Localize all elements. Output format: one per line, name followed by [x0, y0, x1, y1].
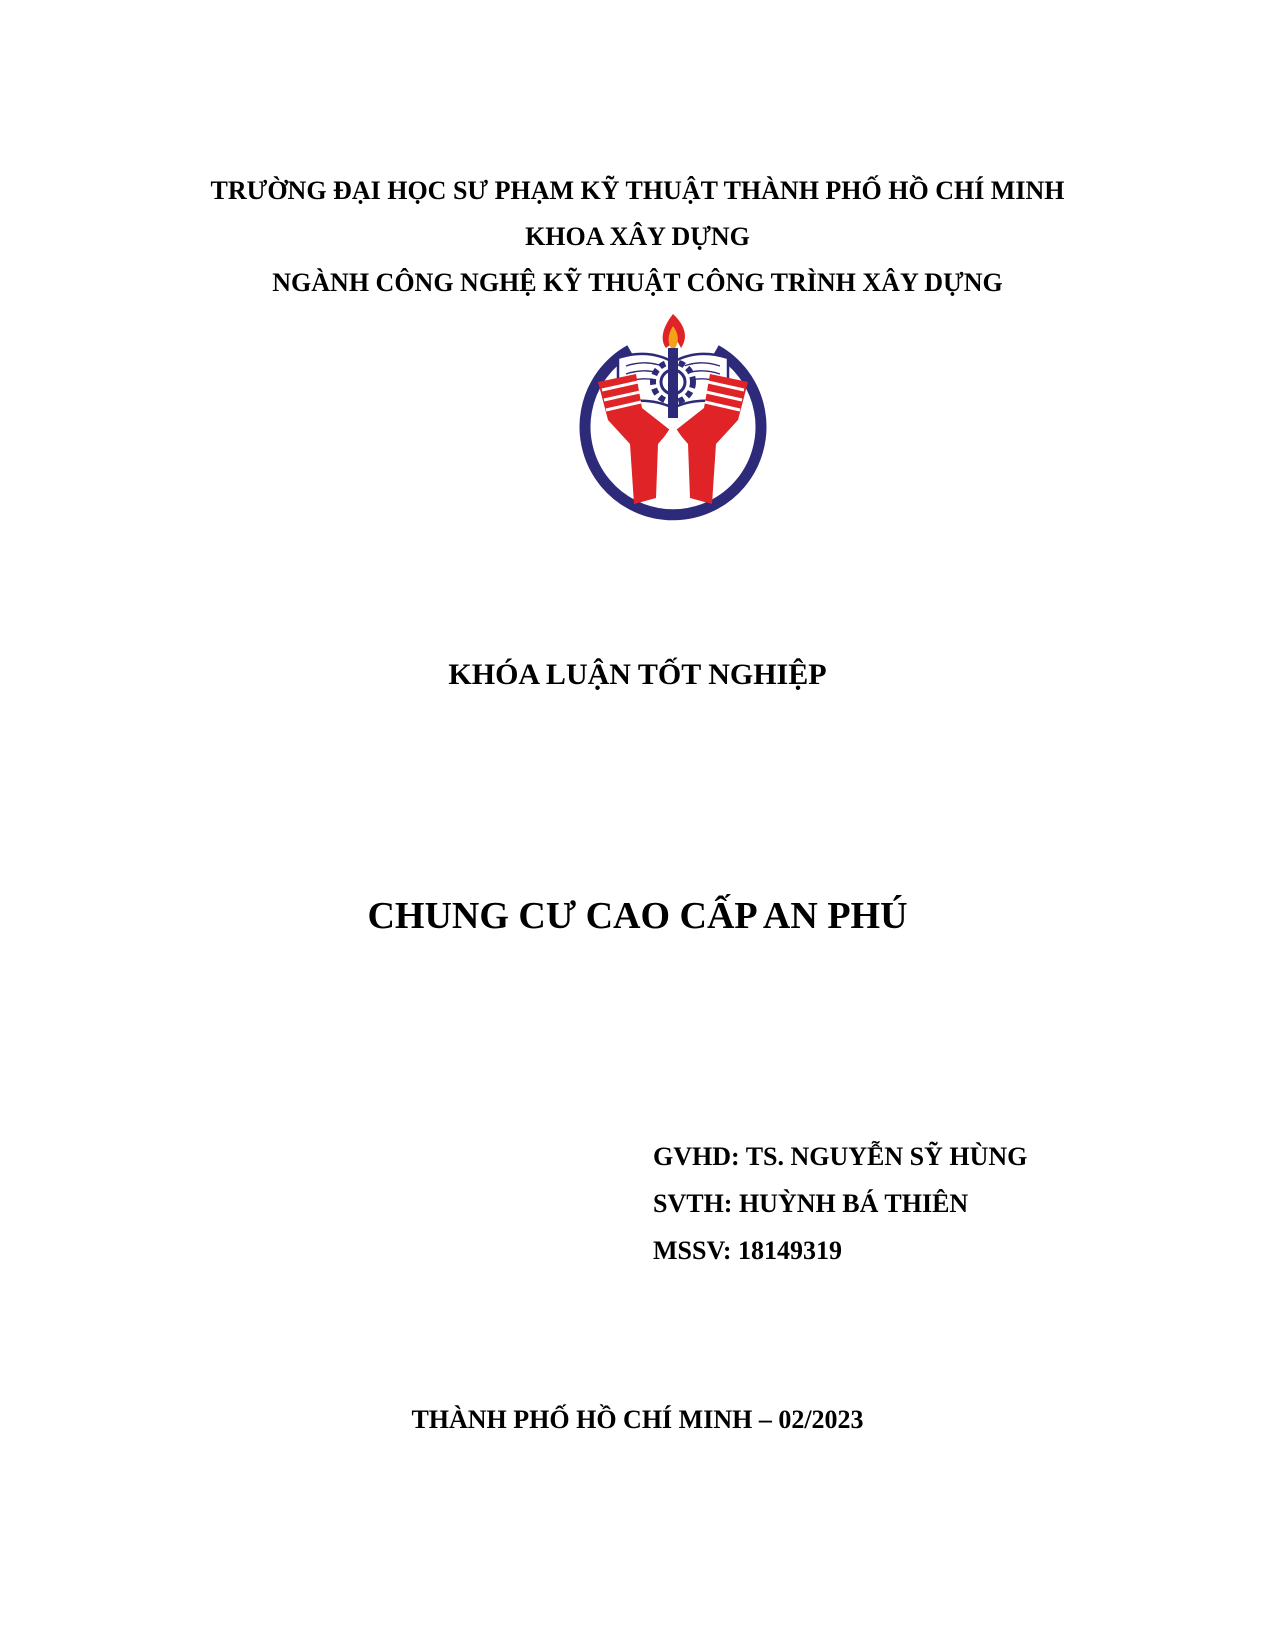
- major-name: NGÀNH CÔNG NGHỆ KỸ THUẬT CÔNG TRÌNH XÂY DỰNG: [272, 268, 1003, 297]
- student-id-line: MSSV: 18149319: [653, 1236, 843, 1265]
- faculty-name: KHOA XÂY DỰNG: [525, 222, 750, 251]
- student-line: SVTH: HUỲNH BÁ THIÊN: [653, 1189, 969, 1218]
- advisor-line: GVHD: TS. NGUYỄN SỸ HÙNG: [653, 1142, 1028, 1171]
- university-name: TRƯỜNG ĐẠI HỌC SƯ PHẠM KỸ THUẬT THÀNH PHỐ HỒ CHÍ MINH: [210, 176, 1065, 205]
- place-date: THÀNH PHỐ HỒ CHÍ MINH – 02/2023: [411, 1405, 864, 1434]
- thesis-type: KHÓA LUẬN TỐT NGHIỆP: [448, 658, 827, 691]
- project-title: CHUNG CƯ CAO CẤP AN PHÚ: [367, 895, 908, 937]
- university-logo-icon: [578, 312, 768, 522]
